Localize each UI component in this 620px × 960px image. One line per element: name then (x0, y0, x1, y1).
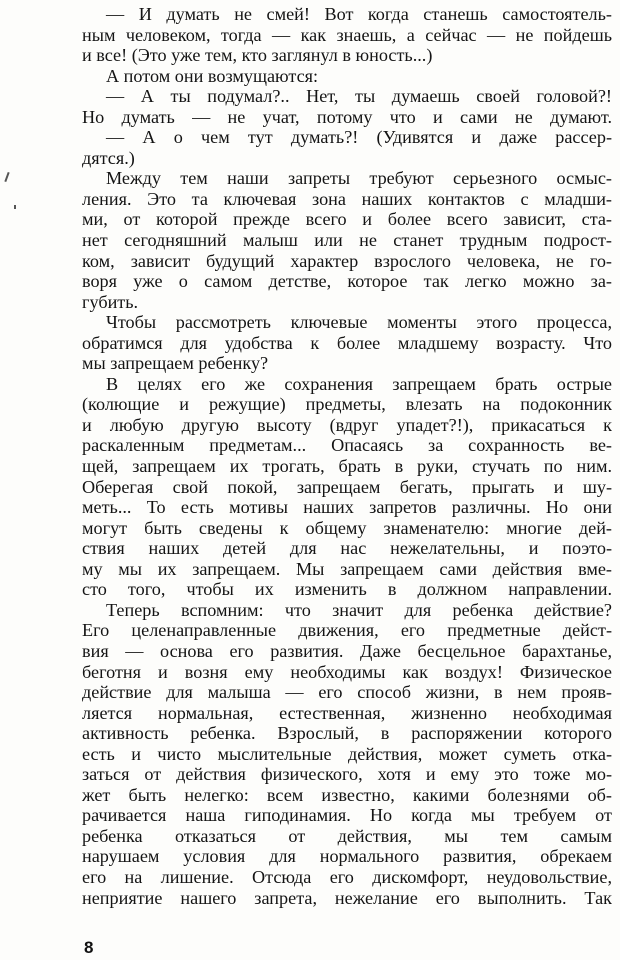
text-line: ляется нормальная, естественная, жизненно необходимая (82, 702, 612, 723)
margin-pencil-mark (14, 205, 16, 209)
text-line: неприятие нашего запрета, нежелание его выполнить. Так (82, 887, 612, 908)
page-number: 8 (84, 938, 94, 957)
text-line: воря уже о самом детстве, которое так легко можно за- (82, 271, 612, 292)
text-line: щей, запрещаем их трогать, брать в руки, стучать по ним. (82, 456, 612, 477)
text-line: Между тем наши запреты требуют серьезного осмыс- (106, 168, 612, 189)
text-line: меть... То есть мотивы наших запретов различны. Но они (82, 497, 612, 518)
text-line: мы запрещаем ребенку? (82, 353, 269, 374)
text-line: жет быть нелегко: всем известно, какими болезнями об- (82, 784, 612, 805)
text-line: — А ты подумал?.. Нет, ты думаешь своей головой?! (106, 86, 612, 107)
text-line: нет сегодняшний малыш или не станет трудным подрост- (82, 230, 612, 251)
text-line: беготня и возня ему необходимы как воздух! Физическое (82, 661, 612, 682)
body-text (82, 4, 612, 908)
text-line: ми, от которой прежде всего и более всего зависит, ста- (82, 209, 612, 230)
text-line: есть и чисто мыслительные действия, может суметь отка- (82, 743, 612, 764)
text-line: могут быть сведены к общему знаменателю: многие дей- (82, 517, 612, 538)
text-line: действие для малыша — его способ жизни, в нем прояв- (82, 682, 612, 703)
text-line: сто того, чтобы их изменить в должном направлении. (82, 579, 612, 600)
text-line: рачивается наша гиподинамия. Но когда мы требуем от (82, 805, 612, 826)
text-line: — А о чем тут думать?! (Удивятся и даже рассер- (106, 127, 612, 148)
text-line: ствия наших детей для нас нежелательны, и поэто- (82, 538, 612, 559)
text-line: его на лишение. Отсюда его дискомфорт, неудовольствие, (82, 866, 612, 887)
text-line: (колющие и режущие) предметы, влезать на подоконник (82, 394, 612, 415)
text-line: ным человеком, тогда — как знаешь, а сейчас — не пойдешь (82, 24, 612, 45)
text-line: обратимся для удобства к более младшему возрасту. Что (82, 332, 612, 353)
text-line: А потом они возмущаются: (106, 65, 319, 86)
text-line: ком, зависит будущий характер взрослого человека, не го- (82, 250, 612, 271)
text-line: и любую другую высоту (вдруг упадет?!), прикасаться к (82, 414, 612, 435)
text-line: активность ребенка. Взрослый, в распоряжении которого (82, 723, 612, 744)
text-line: Чтобы рассмотреть ключевые моменты этого процесса, (106, 312, 612, 333)
text-line: Теперь вспомним: что значит для ребенка действие? (106, 599, 612, 620)
text-line: ребенка отказаться от действия, мы тем самым (82, 825, 612, 846)
text-line: Оберегая свой покой, запрещаем бегать, прыгать и шу- (82, 476, 612, 497)
text-line: раскаленным предметам... Опасаясь за сохранность ве- (82, 435, 612, 456)
text-line: — И думать не смей! Вот когда станешь самостоятель- (106, 4, 612, 24)
text-line: нарушаем условия для нормального развития, обрекаем (82, 846, 612, 867)
text-line: дятся.) (82, 147, 135, 168)
margin-pencil-mark (4, 172, 9, 182)
text-line: вия — основа его развития. Даже бесцельное барахтанье, (82, 640, 612, 661)
text-line: Но думать — не учат, потому что и сами не думают. (82, 106, 612, 127)
text-line: ления. Это та ключевая зона наших контактов с младши- (82, 188, 612, 209)
text-line: му мы их запрещаем. Мы запрещаем сами действия вме- (82, 558, 612, 579)
text-line: Его целенаправленные движения, его предметные дейст- (82, 620, 612, 641)
text-line: В целях его же сохранения запрещаем брать острые (106, 373, 612, 394)
text-line: заться от действия физического, хотя и ему это тоже мо- (82, 764, 612, 785)
text-line: и все! (Это уже тем, кто заглянул в юность...) (82, 45, 433, 66)
text-line: губить. (82, 291, 139, 312)
